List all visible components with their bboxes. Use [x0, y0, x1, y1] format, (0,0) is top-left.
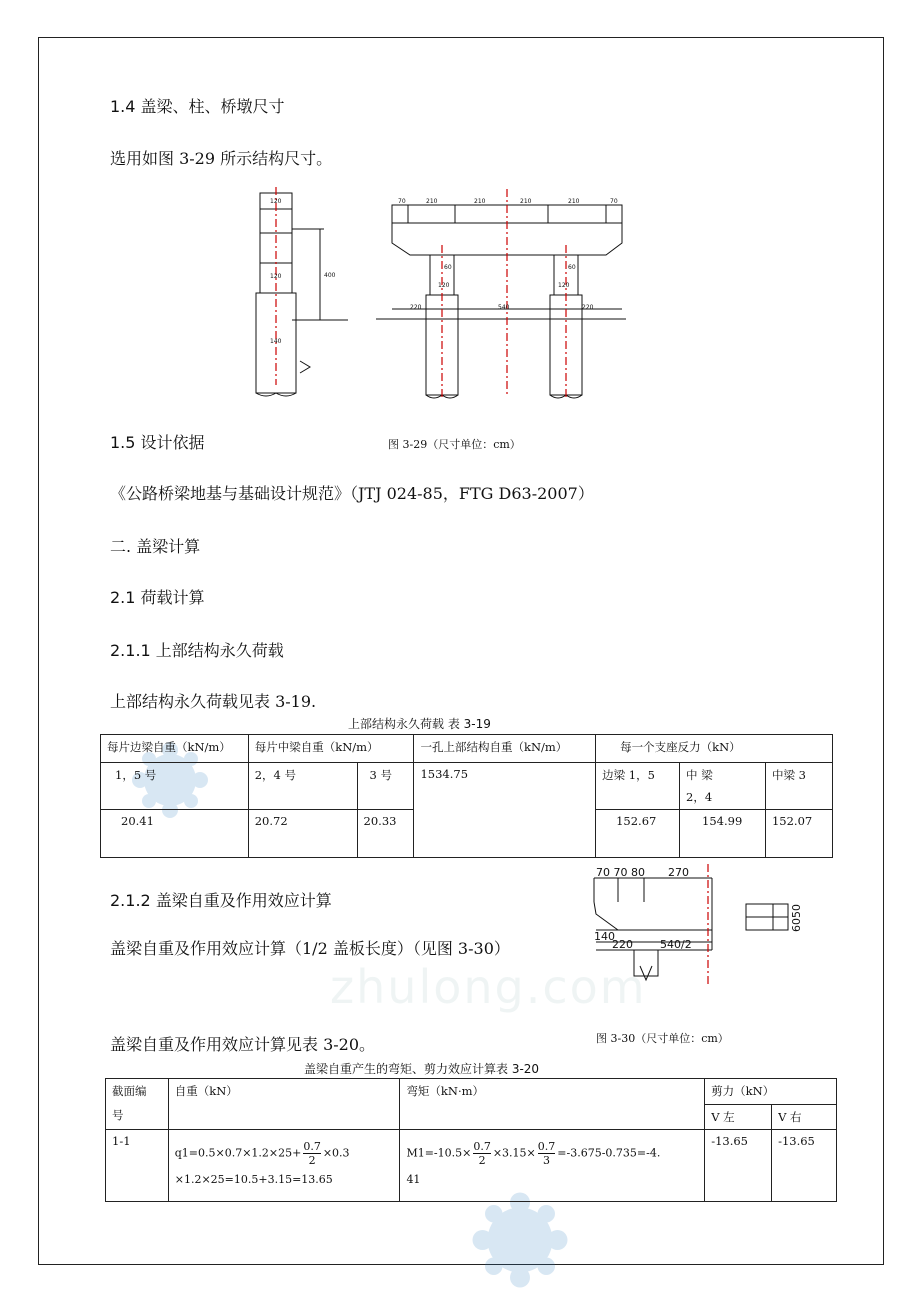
table-cell: -13.65 — [705, 1130, 772, 1202]
fig329-col-label: 140 — [270, 338, 282, 345]
paragraph-1-4: 选用如图 3-29 所示结构尺寸。 — [110, 149, 333, 168]
fraction-num: 0.7 — [473, 1140, 491, 1153]
fig329-col-label: 120 — [270, 273, 282, 280]
table-cell: 1534.75 — [414, 763, 596, 858]
table-3-19 — [100, 734, 833, 858]
table-cell: 边梁 1，5 — [596, 763, 680, 810]
table-header: 每片边梁自重（kN/m） — [101, 735, 249, 763]
fig329-bottom-dim: 220 — [410, 304, 422, 311]
figure-3-30 — [588, 862, 808, 992]
fig329-mid-label: 120 — [558, 282, 570, 289]
table-header: V 左 — [705, 1105, 772, 1130]
figure-3-29-caption: 图 3-29（尺寸单位：cm） — [388, 438, 521, 451]
table-header: 一孔上部结构自重（kN/m） — [414, 735, 596, 763]
paragraph-2-1-2b: 盖梁自重及作用效应计算见表 3-20。 — [110, 1035, 376, 1054]
fraction — [303, 1140, 321, 1167]
table-3-20 — [105, 1078, 837, 1202]
fraction-num: 0.7 — [303, 1140, 321, 1153]
table-header: 每片中梁自重（kN/m） — [248, 735, 414, 763]
fig330-bottom-b: 540/2 — [660, 938, 692, 951]
watermark-snowflake — [470, 1190, 570, 1290]
table-header: 剪力（kN） — [705, 1079, 837, 1105]
table-cell: 3 号 — [357, 763, 414, 810]
fig329-mid-label: 120 — [438, 282, 450, 289]
table-header: 弯矩（kN·m） — [400, 1079, 705, 1130]
fig329-top-dim: 70 — [610, 198, 618, 205]
table-cell — [680, 763, 766, 810]
table-header — [106, 1079, 169, 1130]
fig329-bottom-dim: 220 — [582, 304, 594, 311]
table-cell: 152.07 — [765, 810, 832, 858]
formula-line: ×1.2×25=10.5+3.15=13.65 — [174, 1173, 333, 1186]
fig329-top-dim: 210 — [474, 198, 486, 205]
table-3-20-title: 盖梁自重产生的弯矩、剪力效应计算表 3-20 — [304, 1062, 540, 1076]
formula-line: 41 — [406, 1173, 421, 1186]
table-header: V 右 — [772, 1105, 837, 1130]
fig329-bottom-dim: 540 — [498, 304, 510, 311]
fraction — [473, 1140, 491, 1167]
fraction-den: 2 — [308, 1154, 316, 1167]
fig329-top-dim: 70 — [398, 198, 406, 205]
formula-text: q1=0.5×0.7×1.2×25+ — [174, 1146, 302, 1160]
fig329-mid-label: 60 — [568, 264, 576, 271]
cell-line: 中 梁 — [686, 768, 713, 782]
fig329-col-label: 400 — [324, 272, 336, 279]
fig330-top-dims: 70 70 80 — [596, 866, 645, 879]
section-heading-2: 二. 盖梁计算 — [110, 537, 201, 556]
formula-text: ×3.15× — [492, 1146, 536, 1160]
table-header: 自重（kN） — [168, 1079, 400, 1130]
section-heading-2-1-2: 2.1.2 盖梁自重及作用效应计算 — [110, 891, 332, 910]
table-header: 每一个支座反力（kN） — [596, 735, 833, 763]
fig330-bottom-a: 220 — [612, 938, 633, 951]
fraction — [538, 1140, 556, 1167]
section-heading-1-4: 1.4 盖梁、柱、桥墩尺寸 — [110, 97, 285, 116]
table-cell: 1，5 号 — [101, 763, 249, 810]
paragraph-1-5: 《公路桥梁地基与基础设计规范》（JTJ 024-85，FTG D63-2007） — [110, 484, 594, 503]
formula-text: M1=-10.5× — [406, 1146, 472, 1160]
watermark-text: zhulong.com — [330, 960, 647, 1014]
formula-text: =-3.675-0.735=-4. — [557, 1146, 661, 1160]
fig330-left-dim: 140 — [594, 930, 615, 943]
fraction-num: 0.7 — [537, 1140, 556, 1153]
table-cell: 154.99 — [680, 810, 766, 858]
table-cell: 中梁 3 — [765, 763, 832, 810]
fraction-den: 3 — [543, 1154, 551, 1167]
fig329-top-dim: 210 — [426, 198, 438, 205]
section-heading-2-1: 2.1 荷载计算 — [110, 588, 205, 607]
table-cell — [168, 1130, 400, 1202]
fig330-side-dim: 6050 — [790, 904, 803, 932]
section-heading-1-5: 1.5 设计依据 — [110, 433, 205, 452]
cell-line: 号 — [112, 1108, 124, 1122]
table-cell: 2，4 号 — [248, 763, 357, 810]
table-cell: -13.65 — [772, 1130, 837, 1202]
table-cell: 1-1 — [106, 1130, 169, 1202]
table-cell: 20.41 — [101, 810, 249, 858]
cell-line: 截面编 — [112, 1084, 147, 1098]
table-3-19-title: 上部结构永久荷载 表 3-19 — [348, 717, 491, 731]
table-cell: 152.67 — [596, 810, 680, 858]
cell-line: 2，4 — [686, 790, 713, 804]
paragraph-2-1-2: 盖梁自重及作用效应计算（1/2 盖板长度）（见图 3-30） — [110, 939, 510, 958]
formula-text: ×0.3 — [322, 1146, 350, 1160]
formula-line — [406, 1140, 698, 1167]
formula-line — [175, 1140, 394, 1167]
section-heading-2-1-1: 2.1.1 上部结构永久荷载 — [110, 641, 284, 660]
fig329-mid-label: 60 — [444, 264, 452, 271]
table-cell — [400, 1130, 705, 1202]
fig329-top-dim: 210 — [520, 198, 532, 205]
figure-3-30-caption: 图 3-30（尺寸单位：cm） — [596, 1032, 729, 1045]
fraction-den: 2 — [478, 1154, 486, 1167]
fig329-col-label: 120 — [270, 198, 282, 205]
fig329-top-dim: 210 — [568, 198, 580, 205]
table-cell: 20.33 — [357, 810, 414, 858]
paragraph-2-1-1: 上部结构永久荷载见表 3-19. — [110, 692, 317, 711]
table-cell: 20.72 — [248, 810, 357, 858]
fig330-top-right: 270 — [668, 866, 689, 879]
figure-3-29 — [240, 185, 630, 405]
